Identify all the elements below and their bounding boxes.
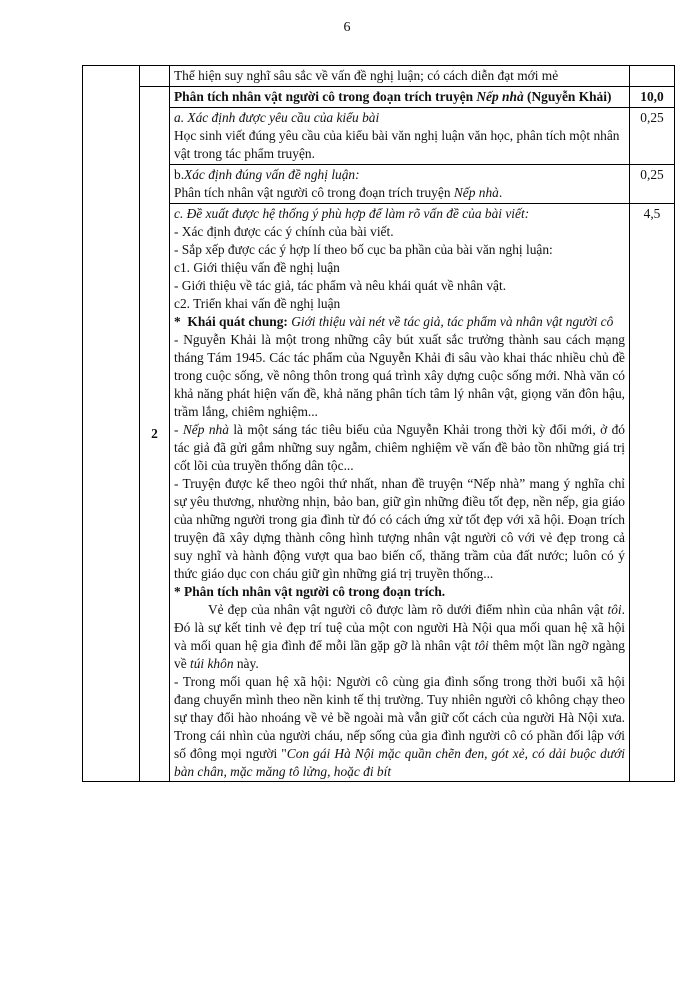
table-row-criterion-b [83,165,675,204]
criterion-b-text-work: Nếp nhà [453,185,499,200]
criterion-c-heading: c. Đề xuất được hệ thống ý phù hợp để làm rõ vấn đề của bài viết: [174,206,530,221]
criterion-b-score: 0,25 [630,165,675,204]
grading-rubric-table [82,65,675,782]
question-number-cell-empty [140,66,170,87]
criterion-c-line: c1. Giới thiệu vấn đề nghị luận [174,260,340,275]
criterion-a-cell [170,108,630,165]
paragraph-social [174,673,625,781]
overview-heading [174,313,625,331]
criterion-b-text-post: . [498,185,503,200]
criterion-a-heading: a. Xác định được yêu cầu của kiểu bài [174,110,380,125]
paragraph-beauty-b: . Đó là sự kết tinh vẻ đẹp trí tuệ của một con người Hà Nội qua mối quan hệ xã hội và mối quan hệ gia đình để mỗi lần gặp gỡ là nhân vật [174,602,625,653]
table-row-question-title [83,87,675,108]
paragraph-beauty-c: thêm một lần ngỡ ngàng về [174,638,625,671]
criterion-a-text: Học sinh viết đúng yêu cầu của kiểu bài văn nghị luận văn học, phân tích một nhân vật trong tác phẩm truyện. [174,128,620,161]
criterion-b-heading-line [174,166,625,184]
table-row-criterion-c [83,204,675,782]
question-score: 10,0 [630,87,675,108]
question-title [170,87,630,108]
criterion-c-line: - Giới thiệu về tác giả, tác phẩm và nêu khái quát về nhân vật. [174,278,507,293]
criterion-a-score: 0,25 [630,108,675,165]
criterion-b-heading: Xác định đúng vấn đề nghị luận: [184,167,360,182]
paragraph-work-text: là một sáng tác tiêu biểu của Nguyễn Khải trong thời kỳ đổi mới, ở đó tác giả đã gửi gắm những suy ngẫm, chiêm nghiệm về vấn đề bảo tồn những giá trị cốt lõi của truyền thống dân tộc... [174,422,626,473]
paragraph-beauty-toi-2: tôi [474,638,489,653]
criterion-c-line: c2. Triển khai vấn đề nghị luận [174,296,341,311]
paragraph-work-prefix: - [174,422,183,437]
paragraph-work [174,421,625,475]
question-title-pre: Phân tích nhân vật người cô trong đoạn trích truyện [174,89,477,104]
paragraph-social-text: - Trong mối quan hệ xã hội: Người cô cùng gia đình sống trong thời buổi xã hội đang chuyển mình theo nền kinh tế thị trường. Tuy nhiên người cô không chạy theo sự thay đổi hào nhoáng về vẻ bề ngoài mà vẫn giữ cốt cách của người Hà Nội xưa. Trong cái nhìn của người cháu, nếp sống của gia đình người cô có phần đối lập với số đông mọi người " [174,674,625,761]
question-number: 2 [140,87,170,782]
overview-bold: Khái quát chung: [187,314,288,329]
prev-criterion-text: Thể hiện suy nghĩ sâu sắc về vấn đề nghị luận; có cách diễn đạt mới mẻ [170,66,630,87]
paragraph-beauty-tuikhon: túi khôn [190,656,234,671]
paragraph-beauty [174,601,625,673]
paragraph-beauty-a: Vẻ đẹp của nhân vật người cô được làm rõ dưới điểm nhìn của nhân vật [208,602,608,617]
criterion-b-text [174,184,625,202]
question-title-post: (Nguyễn Khải) [523,89,612,104]
paragraph-beauty-d: này. [233,656,259,671]
question-title-work: Nếp nhà [476,89,524,104]
table-row-criterion-a [83,108,675,165]
table-row-prev-criterion [83,66,675,87]
criterion-c-line: - Sắp xếp được các ý hợp lí theo bố cục ba phần của bài văn nghị luận: [174,242,553,257]
section-column-cell [83,66,140,782]
criterion-b-cell [170,165,630,204]
criterion-b-heading-prefix: b. [174,167,185,182]
criterion-c-score: 4,5 [630,204,675,782]
paragraph-social-quote: Con gái Hà Nội mặc quần chẽn đen, gót xẻ, có dải buộc dưới bàn chân, mặc măng tô lửng, hoặc đi bít [174,746,625,779]
overview-italic: Giới thiệu vài nét về tác giả, tác phẩm và nhân vật người cô [287,314,614,329]
criterion-c-line: - Xác định được các ý chính của bài viết. [174,224,394,239]
paragraph-author: - Nguyễn Khải là một trong những cây bút xuất sắc trưởng thành sau cách mạng tháng Tám 1945. Các tác phẩm của Nguyễn Khải đi sâu vào khai thác nhiều chủ đề trong cuộc sống, về nông thôn trong quá trình xây dựng cuộc sống mới. Nhà văn có khả năng phát hiện vấn đề, khả năng phân tích tâm lý nhân vật, giọng văn đôn hậu, trầm lắng, chiêm nghiệm... [174,332,625,419]
analysis-heading: * Phân tích nhân vật người cô trong đoạn trích. [174,584,446,599]
paragraph-work-title: Nếp nhà [182,422,229,437]
criterion-b-text-pre: Phân tích nhân vật người cô trong đoạn trích truyện [174,185,454,200]
page-number: 6 [343,20,351,35]
overview-bullet: * [174,314,181,329]
paragraph-beauty-toi-1: tôi [607,602,622,617]
prev-criterion-score [630,66,675,87]
criterion-c-cell [170,204,630,782]
paragraph-narration: - Truyện được kể theo ngôi thứ nhất, nhan đề truyện “Nếp nhà” mang ý nghĩa chỉ sự yêu thương, nhường nhịn, bảo ban, giữ gìn những điều tốt đẹp, nền nếp, gia giáo của những người trong gia đình từ đó có cách ứng xử tốt đẹp với xã hội. Đoạn trích truyện đã xây dựng thành công hình tượng nhân vật người cô với vẻ đẹp trong cả suy nghĩ và hành động vượt qua bao biến cố, thăng trầm của đất nước; luôn có ý thức giáo dục con cháu giữ gìn những giá trị truyền thống... [174,476,625,581]
